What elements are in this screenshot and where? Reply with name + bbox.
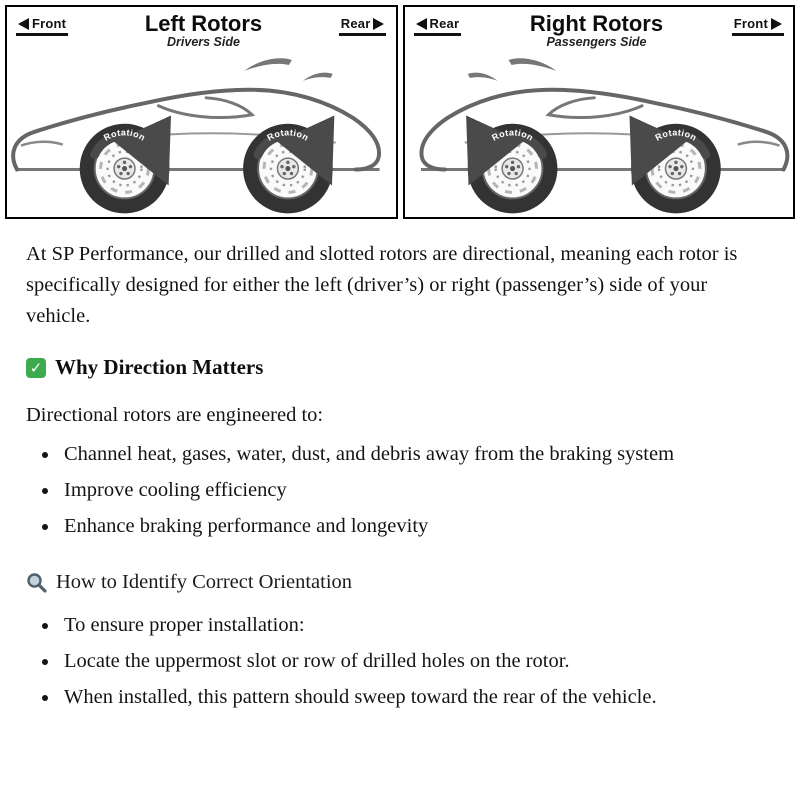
left-panel-title-block xyxy=(145,12,262,49)
direction-label-rear-right-panel xyxy=(414,16,462,36)
direction-label-text: Rear xyxy=(340,16,371,31)
rotor-direction-diagram xyxy=(0,0,800,219)
direction-label-text: Rear xyxy=(429,16,460,31)
right-panel-title-block xyxy=(530,12,663,49)
left-rotors-panel xyxy=(5,5,398,219)
right-panel-header xyxy=(405,7,794,49)
section-heading-identify-orientation xyxy=(26,567,774,598)
direction-label-front-left-panel xyxy=(16,16,68,36)
lead-sentence: Directional rotors are engineered to: xyxy=(26,403,324,426)
left-panel-header xyxy=(7,7,396,49)
left-arrow-icon xyxy=(416,18,427,30)
rotation-label: Rotation xyxy=(265,127,311,144)
list-item: • Enhance braking performance and longevity xyxy=(60,511,774,542)
car-silhouette xyxy=(13,59,379,214)
list-item: • When installed, this pattern should sweep toward the rear of the vehicle. xyxy=(60,682,774,713)
section-heading-why-direction-matters xyxy=(26,352,774,384)
car-silhouette-mirrored xyxy=(420,59,786,214)
section-heading-text: How to Identify Correct Orientation xyxy=(56,570,353,593)
check-icon: ✓ xyxy=(26,358,46,378)
right-arrow-icon xyxy=(373,18,384,30)
rotation-label: Rotation xyxy=(652,127,699,144)
direction-label-text: Front xyxy=(733,16,768,31)
list-item: • Channel heat, gases, water, dust, and debris away from the braking system xyxy=(60,439,774,470)
magnifier-icon xyxy=(26,572,47,593)
direction-label-front-right-panel xyxy=(732,16,784,36)
list-item: • To ensure proper installation: xyxy=(60,610,774,641)
panel-title: Left Rotors xyxy=(144,11,263,36)
article-body xyxy=(0,219,800,714)
list-item: • Locate the uppermost slot or row of drilled holes on the rotor. xyxy=(60,646,774,677)
orientation-steps-list xyxy=(26,610,774,713)
panel-title: Right Rotors xyxy=(529,11,664,36)
direction-label-text: Front xyxy=(32,16,67,31)
intro-paragraph: At SP Performance, our drilled and slotted rotors are directional, meaning each rotor is specifically designed for either the left (driver’s) or right (passenger’s) side of your vehicle. xyxy=(26,242,738,327)
list-item: • Improve cooling efficiency xyxy=(60,475,774,506)
right-arrow-icon xyxy=(771,18,782,30)
panel-subtitle: Drivers Side xyxy=(167,35,240,50)
left-car-illustration xyxy=(7,49,396,216)
left-arrow-icon xyxy=(18,18,29,30)
right-car-illustration xyxy=(405,49,794,216)
direction-label-rear-left-panel xyxy=(339,16,387,36)
benefits-list xyxy=(26,439,774,542)
rotation-label: Rotation xyxy=(489,127,535,144)
panel-subtitle: Passengers Side xyxy=(546,35,647,50)
right-rotors-panel xyxy=(403,5,796,219)
rotation-label: Rotation xyxy=(101,127,148,144)
section-heading-text: Why Direction Matters xyxy=(55,355,264,380)
